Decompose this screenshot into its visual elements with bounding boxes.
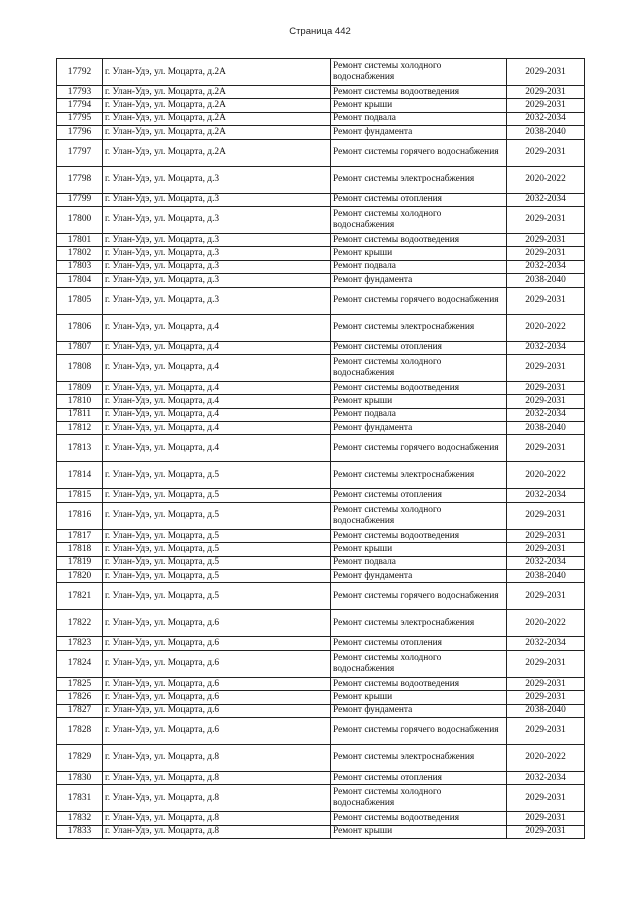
- work-type-cell: Ремонт системы отопления: [331, 193, 507, 206]
- period-cell: 2029-2031: [507, 86, 585, 99]
- row-number-cell: 17825: [57, 677, 103, 690]
- address-cell: г. Улан-Удэ, ул. Моцарта, д.5: [103, 570, 331, 583]
- table-row: [57, 206, 585, 233]
- period-cell: 2029-2031: [507, 247, 585, 260]
- period-cell: 2029-2031: [507, 812, 585, 825]
- address-cell: г. Улан-Удэ, ул. Моцарта, д.6: [103, 677, 331, 690]
- work-type-cell: Ремонт системы электроснабжения: [331, 744, 507, 771]
- row-number-cell: 17833: [57, 825, 103, 838]
- work-type-cell: Ремонт крыши: [331, 99, 507, 112]
- period-cell: 2029-2031: [507, 691, 585, 704]
- row-number-cell: 17815: [57, 489, 103, 502]
- period-cell: 2032-2034: [507, 556, 585, 569]
- address-cell: г. Улан-Удэ, ул. Моцарта, д.2А: [103, 139, 331, 166]
- row-number-cell: 17828: [57, 717, 103, 744]
- row-number-cell: 17798: [57, 166, 103, 193]
- period-cell: 2020-2022: [507, 166, 585, 193]
- row-number-cell: 17821: [57, 583, 103, 610]
- row-number-cell: 17794: [57, 99, 103, 112]
- period-cell: 2032-2034: [507, 341, 585, 354]
- row-number-cell: 17805: [57, 287, 103, 314]
- address-cell: г. Улан-Удэ, ул. Моцарта, д.8: [103, 812, 331, 825]
- work-type-cell: Ремонт крыши: [331, 825, 507, 838]
- work-type-cell: Ремонт системы горячего водоснабжения: [331, 139, 507, 166]
- work-type-cell: Ремонт системы отопления: [331, 489, 507, 502]
- period-cell: 2029-2031: [507, 59, 585, 86]
- address-cell: г. Улан-Удэ, ул. Моцарта, д.6: [103, 717, 331, 744]
- address-cell: г. Улан-Удэ, ул. Моцарта, д.2А: [103, 86, 331, 99]
- address-cell: г. Улан-Удэ, ул. Моцарта, д.6: [103, 704, 331, 717]
- address-cell: г. Улан-Удэ, ул. Моцарта, д.3: [103, 166, 331, 193]
- row-number-cell: 17795: [57, 112, 103, 125]
- table-row: [57, 650, 585, 677]
- row-number-cell: 17827: [57, 704, 103, 717]
- address-cell: г. Улан-Удэ, ул. Моцарта, д.4: [103, 341, 331, 354]
- address-cell: г. Улан-Удэ, ул. Моцарта, д.5: [103, 529, 331, 542]
- row-number-cell: 17810: [57, 395, 103, 408]
- address-cell: г. Улан-Удэ, ул. Моцарта, д.3: [103, 260, 331, 273]
- table-row: [57, 260, 585, 273]
- table-row: [57, 543, 585, 556]
- table-row: [57, 812, 585, 825]
- row-number-cell: 17818: [57, 543, 103, 556]
- row-number-cell: 17802: [57, 247, 103, 260]
- period-cell: 2032-2034: [507, 260, 585, 273]
- address-cell: г. Улан-Удэ, ул. Моцарта, д.2А: [103, 112, 331, 125]
- period-cell: 2029-2031: [507, 529, 585, 542]
- address-cell: г. Улан-Удэ, ул. Моцарта, д.3: [103, 233, 331, 246]
- period-cell: 2038-2040: [507, 570, 585, 583]
- period-cell: 2029-2031: [507, 139, 585, 166]
- period-cell: 2029-2031: [507, 233, 585, 246]
- period-cell: 2020-2022: [507, 610, 585, 637]
- address-cell: г. Улан-Удэ, ул. Моцарта, д.4: [103, 354, 331, 381]
- table-row: [57, 193, 585, 206]
- address-cell: г. Улан-Удэ, ул. Моцарта, д.8: [103, 785, 331, 812]
- period-cell: 2029-2031: [507, 785, 585, 812]
- table-row: [57, 395, 585, 408]
- table-row: [57, 435, 585, 462]
- row-number-cell: 17813: [57, 435, 103, 462]
- address-cell: г. Улан-Удэ, ул. Моцарта, д.3: [103, 247, 331, 260]
- work-type-cell: Ремонт системы водоотведения: [331, 812, 507, 825]
- work-type-cell: Ремонт системы горячего водоснабжения: [331, 583, 507, 610]
- work-type-cell: Ремонт системы электроснабжения: [331, 166, 507, 193]
- work-type-cell: Ремонт системы отопления: [331, 637, 507, 650]
- row-number-cell: 17817: [57, 529, 103, 542]
- address-cell: г. Улан-Удэ, ул. Моцарта, д.3: [103, 206, 331, 233]
- period-cell: 2032-2034: [507, 112, 585, 125]
- work-type-cell: Ремонт системы холодного водоснабжения: [331, 206, 507, 233]
- table-row: [57, 744, 585, 771]
- work-type-cell: Ремонт системы горячего водоснабжения: [331, 435, 507, 462]
- table-row: [57, 556, 585, 569]
- address-cell: г. Улан-Удэ, ул. Моцарта, д.6: [103, 637, 331, 650]
- work-type-cell: Ремонт системы водоотведения: [331, 233, 507, 246]
- period-cell: 2020-2022: [507, 314, 585, 341]
- address-cell: г. Улан-Удэ, ул. Моцарта, д.8: [103, 825, 331, 838]
- row-number-cell: 17792: [57, 59, 103, 86]
- table-row: [57, 570, 585, 583]
- table-row: [57, 717, 585, 744]
- table-row: [57, 274, 585, 287]
- row-number-cell: 17812: [57, 422, 103, 435]
- table-row: [57, 247, 585, 260]
- table-row: [57, 86, 585, 99]
- row-number-cell: 17796: [57, 126, 103, 139]
- work-type-cell: Ремонт системы горячего водоснабжения: [331, 717, 507, 744]
- table-row: [57, 502, 585, 529]
- repair-schedule-table: [56, 58, 585, 839]
- period-cell: 2032-2034: [507, 408, 585, 421]
- address-cell: г. Улан-Удэ, ул. Моцарта, д.3: [103, 287, 331, 314]
- work-type-cell: Ремонт фундамента: [331, 274, 507, 287]
- period-cell: 2029-2031: [507, 543, 585, 556]
- work-type-cell: Ремонт крыши: [331, 543, 507, 556]
- row-number-cell: 17814: [57, 462, 103, 489]
- row-number-cell: 17793: [57, 86, 103, 99]
- work-type-cell: Ремонт подвала: [331, 556, 507, 569]
- period-cell: 2029-2031: [507, 287, 585, 314]
- work-type-cell: Ремонт системы водоотведения: [331, 86, 507, 99]
- address-cell: г. Улан-Удэ, ул. Моцарта, д.5: [103, 489, 331, 502]
- address-cell: г. Улан-Удэ, ул. Моцарта, д.5: [103, 462, 331, 489]
- period-cell: 2038-2040: [507, 704, 585, 717]
- row-number-cell: 17797: [57, 139, 103, 166]
- table-row: [57, 341, 585, 354]
- period-cell: 2032-2034: [507, 193, 585, 206]
- address-cell: г. Улан-Удэ, ул. Моцарта, д.4: [103, 314, 331, 341]
- page-number-label: Страница 442: [289, 26, 351, 37]
- work-type-cell: Ремонт системы водоотведения: [331, 677, 507, 690]
- row-number-cell: 17819: [57, 556, 103, 569]
- work-type-cell: Ремонт системы горячего водоснабжения: [331, 287, 507, 314]
- period-cell: 2029-2031: [507, 650, 585, 677]
- work-type-cell: Ремонт системы холодного водоснабжения: [331, 59, 507, 86]
- work-type-cell: Ремонт подвала: [331, 260, 507, 273]
- period-cell: 2029-2031: [507, 717, 585, 744]
- address-cell: г. Улан-Удэ, ул. Моцарта, д.6: [103, 650, 331, 677]
- row-number-cell: 17823: [57, 637, 103, 650]
- period-cell: 2020-2022: [507, 462, 585, 489]
- address-cell: г. Улан-Удэ, ул. Моцарта, д.5: [103, 543, 331, 556]
- period-cell: 2029-2031: [507, 206, 585, 233]
- period-cell: 2029-2031: [507, 502, 585, 529]
- row-number-cell: 17822: [57, 610, 103, 637]
- period-cell: 2038-2040: [507, 274, 585, 287]
- period-cell: 2032-2034: [507, 489, 585, 502]
- period-cell: 2020-2022: [507, 744, 585, 771]
- table-row: [57, 691, 585, 704]
- table-row: [57, 59, 585, 86]
- row-number-cell: 17829: [57, 744, 103, 771]
- table-row: [57, 233, 585, 246]
- table-row: [57, 704, 585, 717]
- table-row: [57, 462, 585, 489]
- table-row: [57, 825, 585, 838]
- work-type-cell: Ремонт системы водоотведения: [331, 381, 507, 394]
- row-number-cell: 17824: [57, 650, 103, 677]
- row-number-cell: 17809: [57, 381, 103, 394]
- address-cell: г. Улан-Удэ, ул. Моцарта, д.3: [103, 193, 331, 206]
- address-cell: г. Улан-Удэ, ул. Моцарта, д.4: [103, 408, 331, 421]
- table-row: [57, 381, 585, 394]
- row-number-cell: 17799: [57, 193, 103, 206]
- row-number-cell: 17832: [57, 812, 103, 825]
- work-type-cell: Ремонт системы холодного водоснабжения: [331, 502, 507, 529]
- period-cell: 2038-2040: [507, 126, 585, 139]
- table-row: [57, 422, 585, 435]
- table-row: [57, 287, 585, 314]
- table-row: [57, 99, 585, 112]
- address-cell: г. Улан-Удэ, ул. Моцарта, д.8: [103, 744, 331, 771]
- work-type-cell: Ремонт фундамента: [331, 126, 507, 139]
- table-row: [57, 583, 585, 610]
- work-type-cell: Ремонт подвала: [331, 408, 507, 421]
- work-type-cell: Ремонт крыши: [331, 247, 507, 260]
- row-number-cell: 17800: [57, 206, 103, 233]
- table-row: [57, 637, 585, 650]
- table-row: [57, 785, 585, 812]
- address-cell: г. Улан-Удэ, ул. Моцарта, д.2А: [103, 99, 331, 112]
- address-cell: г. Улан-Удэ, ул. Моцарта, д.8: [103, 771, 331, 784]
- work-type-cell: Ремонт системы электроснабжения: [331, 462, 507, 489]
- row-number-cell: 17801: [57, 233, 103, 246]
- address-cell: г. Улан-Удэ, ул. Моцарта, д.5: [103, 583, 331, 610]
- work-type-cell: Ремонт системы отопления: [331, 341, 507, 354]
- work-type-cell: Ремонт системы электроснабжения: [331, 610, 507, 637]
- period-cell: 2032-2034: [507, 637, 585, 650]
- work-type-cell: Ремонт крыши: [331, 395, 507, 408]
- period-cell: 2029-2031: [507, 435, 585, 462]
- table-row: [57, 771, 585, 784]
- period-cell: 2029-2031: [507, 381, 585, 394]
- table-row: [57, 408, 585, 421]
- table-row: [57, 529, 585, 542]
- table-row: [57, 489, 585, 502]
- period-cell: 2029-2031: [507, 354, 585, 381]
- period-cell: 2038-2040: [507, 422, 585, 435]
- row-number-cell: 17826: [57, 691, 103, 704]
- address-cell: г. Улан-Удэ, ул. Моцарта, д.6: [103, 691, 331, 704]
- work-type-cell: Ремонт системы электроснабжения: [331, 314, 507, 341]
- work-type-cell: Ремонт системы водоотведения: [331, 529, 507, 542]
- work-type-cell: Ремонт системы холодного водоснабжения: [331, 650, 507, 677]
- address-cell: г. Улан-Удэ, ул. Моцарта, д.2А: [103, 126, 331, 139]
- address-cell: г. Улан-Удэ, ул. Моцарта, д.4: [103, 395, 331, 408]
- work-type-cell: Ремонт фундамента: [331, 570, 507, 583]
- work-type-cell: Ремонт фундамента: [331, 704, 507, 717]
- address-cell: г. Улан-Удэ, ул. Моцарта, д.3: [103, 274, 331, 287]
- table-row: [57, 112, 585, 125]
- address-cell: г. Улан-Удэ, ул. Моцарта, д.5: [103, 502, 331, 529]
- period-cell: 2029-2031: [507, 395, 585, 408]
- address-cell: г. Улан-Удэ, ул. Моцарта, д.5: [103, 556, 331, 569]
- table-body: [57, 59, 585, 839]
- row-number-cell: 17820: [57, 570, 103, 583]
- table-row: [57, 126, 585, 139]
- row-number-cell: 17807: [57, 341, 103, 354]
- table-row: [57, 166, 585, 193]
- work-type-cell: Ремонт крыши: [331, 691, 507, 704]
- address-cell: г. Улан-Удэ, ул. Моцарта, д.2А: [103, 59, 331, 86]
- row-number-cell: 17816: [57, 502, 103, 529]
- work-type-cell: Ремонт системы холодного водоснабжения: [331, 354, 507, 381]
- address-cell: г. Улан-Удэ, ул. Моцарта, д.4: [103, 381, 331, 394]
- table-row: [57, 677, 585, 690]
- table-row: [57, 314, 585, 341]
- row-number-cell: 17806: [57, 314, 103, 341]
- row-number-cell: 17831: [57, 785, 103, 812]
- work-type-cell: Ремонт фундамента: [331, 422, 507, 435]
- period-cell: 2029-2031: [507, 99, 585, 112]
- work-type-cell: Ремонт системы холодного водоснабжения: [331, 785, 507, 812]
- table-row: [57, 354, 585, 381]
- address-cell: г. Улан-Удэ, ул. Моцарта, д.4: [103, 422, 331, 435]
- row-number-cell: 17804: [57, 274, 103, 287]
- table-row: [57, 610, 585, 637]
- address-cell: г. Улан-Удэ, ул. Моцарта, д.6: [103, 610, 331, 637]
- period-cell: 2029-2031: [507, 677, 585, 690]
- row-number-cell: 17830: [57, 771, 103, 784]
- period-cell: 2029-2031: [507, 825, 585, 838]
- work-type-cell: Ремонт подвала: [331, 112, 507, 125]
- work-type-cell: Ремонт системы отопления: [331, 771, 507, 784]
- row-number-cell: 17803: [57, 260, 103, 273]
- table-row: [57, 139, 585, 166]
- period-cell: 2029-2031: [507, 583, 585, 610]
- period-cell: 2032-2034: [507, 771, 585, 784]
- row-number-cell: 17808: [57, 354, 103, 381]
- address-cell: г. Улан-Удэ, ул. Моцарта, д.4: [103, 435, 331, 462]
- row-number-cell: 17811: [57, 408, 103, 421]
